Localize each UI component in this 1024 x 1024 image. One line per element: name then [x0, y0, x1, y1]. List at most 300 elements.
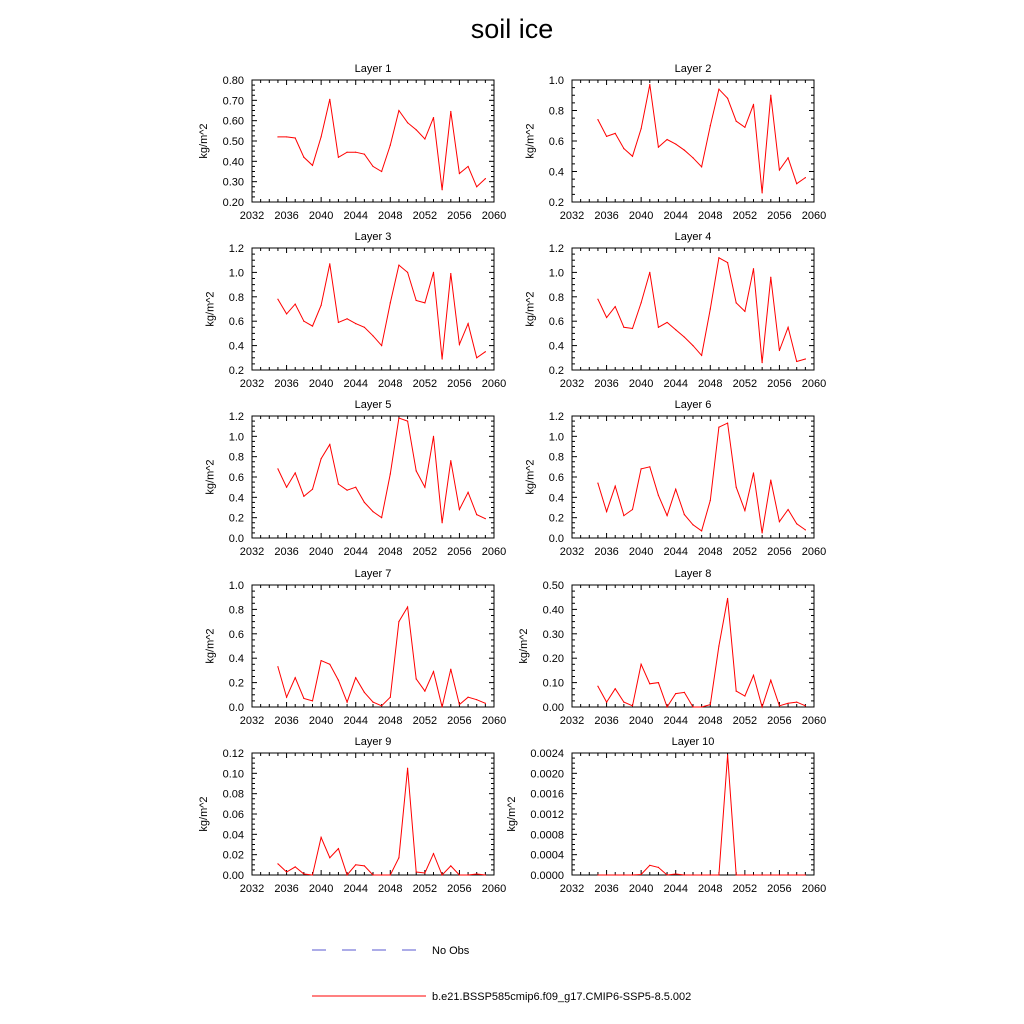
data-point [675, 873, 676, 874]
y-tick-label: 0.08 [222, 788, 244, 801]
x-tick-label: 2060 [481, 883, 507, 895]
data-point [355, 864, 356, 865]
series-line-model [278, 264, 486, 359]
data-point [623, 515, 624, 516]
data-point [459, 704, 460, 705]
data-point [433, 272, 434, 273]
x-tick-label: 2036 [594, 546, 619, 558]
data-point [476, 873, 477, 874]
data-point [338, 157, 339, 158]
x-tick-label: 2056 [767, 715, 792, 727]
data-point [485, 703, 486, 704]
data-point [338, 322, 339, 323]
y-tick-label: 0.50 [222, 136, 244, 148]
y-tick-label: 0.12 [222, 748, 244, 760]
data-point [692, 874, 693, 875]
plot-frame [252, 416, 494, 538]
y-tick-label: 0.06 [222, 809, 244, 821]
chart-layer-4 [524, 231, 826, 390]
y-tick-label: 0.30 [542, 628, 564, 641]
data-point [675, 329, 676, 330]
data-point [762, 874, 763, 875]
chart-title: Layer 2 [674, 63, 712, 75]
x-tick-label: 2056 [767, 883, 792, 895]
x-tick-label: 2036 [594, 883, 619, 895]
chart-title: Layer 1 [354, 63, 392, 75]
data-point [416, 470, 417, 471]
y-tick-label: 0.2 [548, 197, 564, 209]
x-tick-label: 2032 [239, 546, 265, 558]
data-point [329, 444, 330, 445]
data-point [718, 257, 719, 258]
data-point [727, 423, 728, 424]
y-tick-label: 1.2 [228, 243, 244, 255]
y-tick-label: 1.0 [548, 267, 564, 280]
chart-layer-1 [198, 63, 506, 222]
data-point [753, 472, 754, 473]
x-tick-label: 2040 [628, 715, 654, 727]
data-point [364, 865, 365, 866]
data-point [467, 492, 468, 493]
data-point [736, 487, 737, 488]
data-point [450, 460, 451, 461]
x-tick-label: 2048 [378, 378, 403, 390]
y-tick-label: 0.2 [228, 365, 244, 377]
y-tick-label: 1.0 [548, 75, 564, 87]
data-point [295, 866, 296, 867]
x-tick-label: 2052 [412, 715, 438, 727]
y-tick-label: 0.0016 [530, 788, 564, 801]
data-point [372, 335, 373, 336]
data-point [658, 495, 659, 496]
data-point [442, 358, 443, 359]
data-point [338, 484, 339, 485]
chart-title: Layer 5 [354, 399, 392, 411]
x-tick-label: 2040 [628, 210, 654, 222]
plot-frame [572, 80, 814, 202]
x-tick-label: 2044 [343, 715, 368, 727]
data-point [407, 768, 408, 769]
x-tick-label: 2052 [732, 378, 758, 390]
x-tick-label: 2036 [274, 883, 299, 895]
data-point [675, 489, 676, 490]
x-tick-label: 2052 [732, 715, 758, 727]
x-tick-label: 2052 [412, 883, 438, 895]
y-tick-label: 0.8 [548, 451, 564, 464]
data-point [364, 154, 365, 155]
x-tick-label: 2056 [767, 546, 792, 558]
data-point [312, 165, 313, 166]
figure-title: soil ice [470, 14, 554, 44]
chart-layer-5 [204, 399, 506, 558]
data-point [796, 874, 797, 875]
data-point [416, 678, 417, 679]
data-point [597, 874, 598, 875]
chart-layer-10 [506, 736, 826, 895]
data-point [364, 502, 365, 503]
y-axis-label: kg/m^2 [518, 628, 531, 664]
x-tick-label: 2036 [594, 715, 619, 727]
x-tick-label: 2044 [343, 210, 368, 222]
data-point [762, 192, 763, 193]
data-point [718, 89, 719, 90]
data-point [805, 529, 806, 530]
data-point [433, 117, 434, 118]
data-point [641, 468, 642, 469]
series-line-model [278, 607, 486, 707]
data-point [286, 871, 287, 872]
data-point [805, 177, 806, 178]
data-point [701, 874, 702, 875]
y-tick-label: 0.0 [228, 533, 244, 545]
data-point [770, 277, 771, 278]
data-point [416, 871, 417, 872]
data-point [450, 865, 451, 866]
x-tick-label: 2052 [412, 210, 438, 222]
data-point [329, 263, 330, 264]
data-point [736, 874, 737, 875]
y-tick-label: 0.6 [548, 136, 564, 148]
data-point [433, 853, 434, 854]
x-tick-label: 2040 [628, 546, 654, 558]
y-tick-label: 0.8 [548, 291, 564, 304]
data-point [701, 355, 702, 356]
x-tick-label: 2048 [378, 715, 403, 727]
data-point [407, 420, 408, 421]
data-point [424, 487, 425, 488]
x-tick-label: 2032 [239, 378, 265, 390]
data-point [753, 104, 754, 105]
data-point [286, 487, 287, 488]
x-tick-label: 2048 [698, 546, 723, 558]
data-point [787, 874, 788, 875]
data-point [649, 84, 650, 85]
x-tick-label: 2044 [663, 546, 688, 558]
y-axis-label: kg/m^2 [204, 628, 217, 664]
x-tick-label: 2032 [559, 715, 585, 727]
data-point [597, 299, 598, 300]
x-tick-label: 2032 [559, 210, 585, 222]
data-point [615, 874, 616, 875]
y-tick-label: 0.40 [542, 604, 564, 617]
data-point [597, 483, 598, 484]
chart-layer-9 [198, 736, 506, 895]
data-point [346, 490, 347, 491]
data-point [623, 874, 624, 875]
x-tick-label: 2032 [559, 546, 585, 558]
data-point [277, 863, 278, 864]
data-point [467, 323, 468, 324]
x-tick-label: 2044 [663, 210, 688, 222]
data-point [649, 272, 650, 273]
data-point [632, 328, 633, 329]
chart-title: Layer 6 [674, 399, 712, 411]
plot-frame [572, 416, 814, 538]
y-tick-label: 0.2 [228, 512, 244, 525]
y-tick-label: 0.6 [228, 472, 244, 484]
data-point [303, 873, 304, 874]
data-point [658, 147, 659, 148]
data-point [727, 754, 728, 755]
data-point [796, 183, 797, 184]
data-point [442, 706, 443, 707]
data-point [666, 874, 667, 875]
data-point [424, 872, 425, 873]
x-tick-label: 2060 [801, 883, 827, 895]
x-tick-label: 2040 [308, 546, 334, 558]
data-point [805, 358, 806, 359]
data-point [346, 874, 347, 875]
data-point [770, 95, 771, 96]
y-tick-label: 0.4 [228, 340, 244, 353]
data-point [632, 156, 633, 157]
data-point [485, 518, 486, 519]
y-tick-label: 0.60 [222, 115, 244, 128]
data-point [303, 698, 304, 699]
x-tick-label: 2048 [378, 546, 403, 558]
y-tick-label: 0.00 [222, 870, 244, 882]
data-point [632, 874, 633, 875]
data-point [390, 697, 391, 698]
y-axis-label: kg/m^2 [505, 796, 518, 832]
data-point [606, 136, 607, 137]
data-point [355, 152, 356, 153]
data-point [442, 522, 443, 523]
data-point [372, 702, 373, 703]
data-point [692, 345, 693, 346]
data-point [381, 874, 382, 875]
data-point [666, 139, 667, 140]
data-point [710, 500, 711, 501]
data-point [424, 138, 425, 139]
x-tick-label: 2048 [698, 883, 723, 895]
x-tick-label: 2060 [801, 715, 827, 727]
data-point [606, 702, 607, 703]
x-tick-label: 2032 [559, 378, 585, 390]
plot-frame [572, 585, 814, 707]
data-point [666, 706, 667, 707]
data-point [692, 524, 693, 525]
x-tick-label: 2052 [412, 546, 438, 558]
data-point [303, 321, 304, 322]
y-tick-label: 0.00 [542, 702, 564, 714]
plot-frame [252, 248, 494, 370]
data-point [442, 874, 443, 875]
data-point [762, 706, 763, 707]
x-tick-label: 2040 [628, 378, 654, 390]
data-point [632, 705, 633, 706]
data-point [372, 874, 373, 875]
data-point [467, 874, 468, 875]
x-tick-label: 2056 [447, 715, 472, 727]
x-tick-label: 2036 [274, 210, 299, 222]
series-line-model [278, 768, 486, 875]
data-point [277, 299, 278, 300]
data-point [615, 486, 616, 487]
y-tick-label: 0.8 [228, 604, 244, 617]
data-point [805, 705, 806, 706]
data-point [641, 128, 642, 129]
data-point [658, 327, 659, 328]
data-point [355, 487, 356, 488]
chart-title: Layer 8 [674, 568, 712, 580]
y-tick-label: 0.2 [548, 512, 564, 525]
data-point [718, 427, 719, 428]
data-point [390, 144, 391, 145]
x-tick-label: 2032 [239, 210, 265, 222]
data-point [407, 122, 408, 123]
data-point [312, 700, 313, 701]
data-point [364, 327, 365, 328]
x-tick-label: 2048 [698, 715, 723, 727]
data-point [753, 268, 754, 269]
y-tick-label: 1.2 [548, 411, 564, 423]
x-tick-label: 2056 [447, 210, 472, 222]
data-point [416, 300, 417, 301]
x-tick-label: 2056 [767, 378, 792, 390]
data-point [321, 136, 322, 137]
data-point [286, 136, 287, 137]
data-point [416, 129, 417, 130]
x-tick-label: 2060 [801, 378, 827, 390]
series-line-model [598, 423, 806, 533]
y-axis-label: kg/m^2 [204, 459, 217, 495]
x-tick-label: 2060 [481, 546, 507, 558]
data-point [805, 874, 806, 875]
data-point [398, 264, 399, 265]
data-point [476, 699, 477, 700]
data-point [770, 479, 771, 480]
x-tick-label: 2060 [481, 378, 507, 390]
x-tick-label: 2036 [274, 378, 299, 390]
y-tick-label: 0.0020 [530, 768, 564, 781]
data-point [684, 692, 685, 693]
data-point [467, 166, 468, 167]
x-tick-label: 2060 [801, 546, 827, 558]
data-point [286, 697, 287, 698]
chart-layer-7 [204, 568, 506, 727]
data-point [615, 688, 616, 689]
data-point [753, 874, 754, 875]
y-tick-label: 0.4 [548, 492, 564, 505]
data-point [485, 351, 486, 352]
data-point [796, 361, 797, 362]
data-point [658, 682, 659, 683]
data-point [692, 157, 693, 158]
chart-title: Layer 7 [354, 568, 392, 580]
y-tick-label: 0.70 [222, 95, 244, 108]
y-tick-label: 0.8 [228, 291, 244, 304]
data-point [398, 417, 399, 418]
data-point [727, 598, 728, 599]
data-point [770, 874, 771, 875]
data-point [346, 318, 347, 319]
data-point [684, 150, 685, 151]
x-tick-label: 2052 [732, 546, 758, 558]
data-point [796, 702, 797, 703]
data-point [459, 344, 460, 345]
series-line-model [598, 258, 806, 363]
data-point [321, 837, 322, 838]
x-tick-label: 2036 [594, 210, 619, 222]
data-point [675, 143, 676, 144]
data-point [787, 327, 788, 328]
chart-title: Layer 3 [354, 231, 392, 243]
y-tick-label: 0.8 [228, 451, 244, 464]
series-line-model [598, 755, 806, 875]
y-tick-label: 0.4 [228, 492, 244, 505]
data-point [779, 521, 780, 522]
data-point [701, 706, 702, 707]
plot-frame [572, 753, 814, 875]
y-tick-label: 0.2 [228, 677, 244, 690]
y-tick-label: 0.8 [548, 105, 564, 118]
x-tick-label: 2048 [378, 883, 403, 895]
x-tick-label: 2044 [343, 883, 368, 895]
data-point [329, 857, 330, 858]
data-point [312, 325, 313, 326]
data-point [329, 664, 330, 665]
y-axis-label: kg/m^2 [198, 796, 211, 832]
plot-frame [252, 753, 494, 875]
data-point [390, 302, 391, 303]
data-point [641, 874, 642, 875]
data-point [779, 705, 780, 706]
data-point [355, 323, 356, 324]
data-point [381, 517, 382, 518]
y-tick-label: 0.6 [228, 628, 244, 641]
chart-layer-8 [518, 568, 826, 727]
data-point [295, 304, 296, 305]
y-tick-label: 0.10 [542, 677, 564, 690]
data-point [295, 677, 296, 678]
data-point [381, 171, 382, 172]
data-point [390, 874, 391, 875]
y-tick-label: 0.20 [542, 653, 564, 666]
y-tick-label: 0.0008 [530, 829, 564, 842]
data-point [762, 362, 763, 363]
data-point [736, 302, 737, 303]
data-point [597, 686, 598, 687]
data-point [744, 127, 745, 128]
chart-layer-6 [524, 399, 826, 558]
data-point [277, 136, 278, 137]
data-point [346, 702, 347, 703]
data-point [346, 152, 347, 153]
data-point [433, 436, 434, 437]
y-axis-label: kg/m^2 [204, 291, 217, 327]
y-axis-label: kg/m^2 [524, 291, 537, 327]
x-tick-label: 2060 [481, 715, 507, 727]
data-point [701, 530, 702, 531]
data-point [433, 671, 434, 672]
y-tick-label: 1.0 [228, 580, 244, 592]
data-point [615, 133, 616, 134]
legend-obs-label: No Obs [432, 945, 470, 957]
data-point [459, 173, 460, 174]
data-point [450, 273, 451, 274]
data-point [606, 317, 607, 318]
data-point [459, 509, 460, 510]
series-line-model [278, 99, 486, 190]
y-tick-label: 0.6 [228, 316, 244, 329]
data-point [641, 664, 642, 665]
series-line-model [598, 598, 806, 707]
data-point [286, 313, 287, 314]
x-tick-label: 2032 [239, 883, 265, 895]
data-point [779, 350, 780, 351]
data-point [649, 466, 650, 467]
